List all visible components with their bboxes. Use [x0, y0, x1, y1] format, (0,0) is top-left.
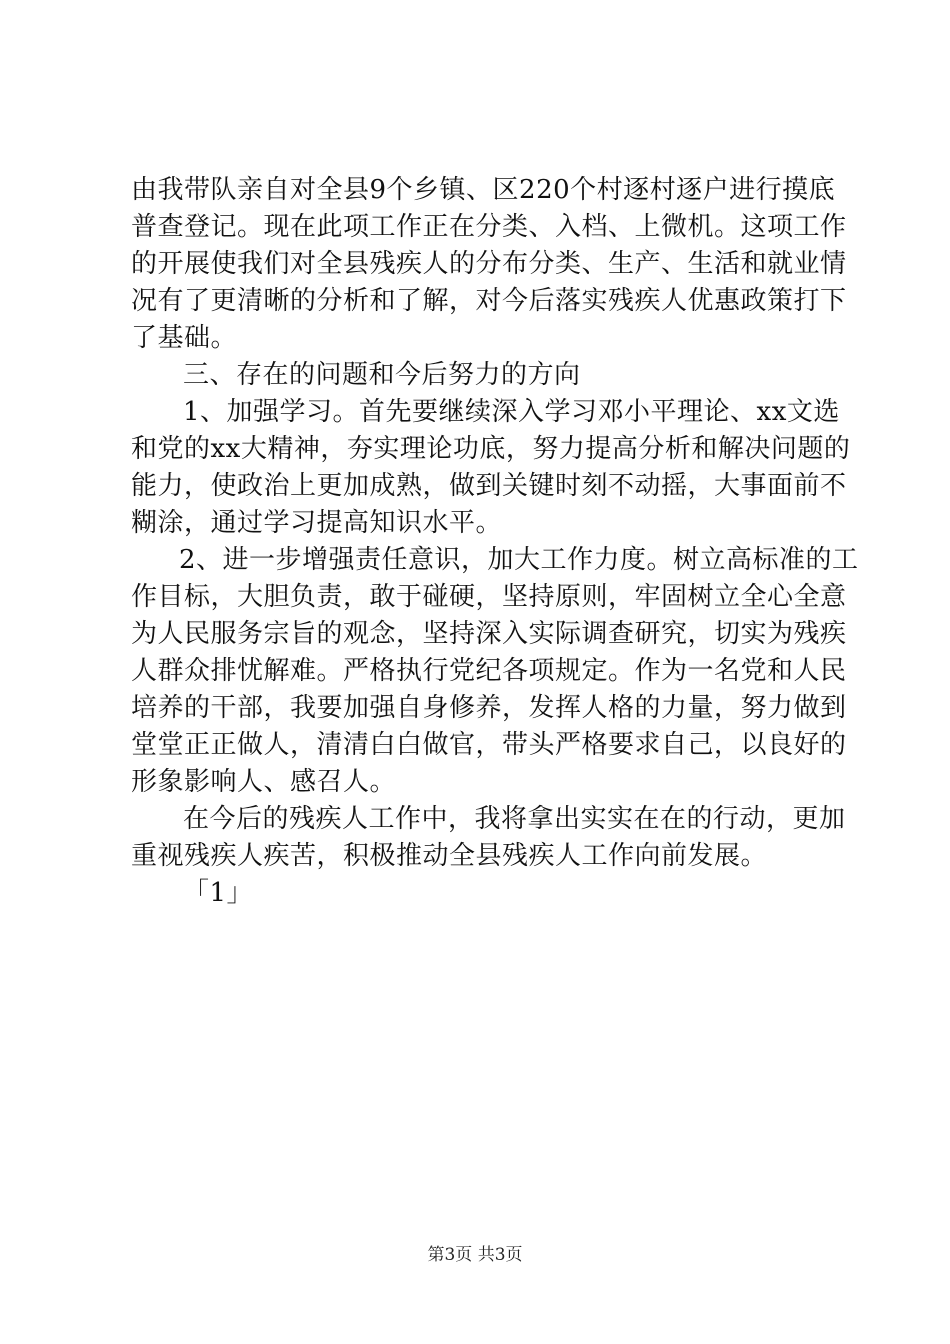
paragraph-line-10: 糊涂，通过学习提高知识水平。 — [131, 508, 503, 538]
paragraph-line-1: 由我带队亲自对全县9个乡镇、区220个村逐村逐户进行摸底 — [131, 175, 836, 205]
reference-mark: 「1」 — [183, 878, 254, 908]
paragraph-line-5: 了基础。 — [131, 323, 238, 353]
paragraph-line-7: 1、加强学习。首先要继续深入学习邓小平理论、xx文选 — [183, 397, 840, 427]
paragraph-line-18: 在今后的残疾人工作中，我将拿出实实在在的行动，更加 — [183, 804, 846, 834]
paragraph-line-11: 2、进一步增强责任意识，加大工作力度。树立高标准的工 — [179, 545, 859, 575]
paragraph-line-2: 普查登记。现在此项工作正在分类、入档、上微机。这项工作 — [131, 212, 847, 242]
paragraph-line-12: 作目标，大胆负责，敢于碰硬，坚持原则，牢固树立全心全意 — [131, 582, 847, 612]
paragraph-line-16: 堂堂正正做人，清清白白做官，带头严格要求自己，以良好的 — [131, 730, 847, 760]
paragraph-line-19: 重视残疾人疾苦，积极推动全县残疾人工作向前发展。 — [131, 841, 768, 871]
paragraph-line-9: 能力，使政治上更加成熟，做到关键时刻不动摇，大事面前不 — [131, 471, 847, 501]
paragraph-line-15: 培养的干部，我要加强自身修养，发挥人格的力量，努力做到 — [131, 693, 847, 723]
paragraph-line-8: 和党的xx大精神，夯实理论功底，努力提高分析和解决问题的 — [131, 434, 851, 464]
paragraph-line-4: 况有了更清晰的分析和了解，对今后落实残疾人优惠政策打下 — [131, 286, 847, 316]
paragraph-line-17: 形象影响人、感召人。 — [131, 767, 397, 797]
paragraph-line-3: 的开展使我们对全县残疾人的分布分类、生产、生活和就业情 — [131, 249, 847, 279]
paragraph-line-13: 为人民服务宗旨的观念，坚持深入实际调查研究，切实为残疾 — [131, 619, 847, 649]
section-heading: 三、存在的问题和今后努力的方向 — [183, 360, 581, 390]
page-footer: 第3页 共3页 — [427, 1245, 523, 1265]
paragraph-line-14: 人群众排忧解难。严格执行党纪各项规定。作为一名党和人民 — [131, 656, 847, 686]
